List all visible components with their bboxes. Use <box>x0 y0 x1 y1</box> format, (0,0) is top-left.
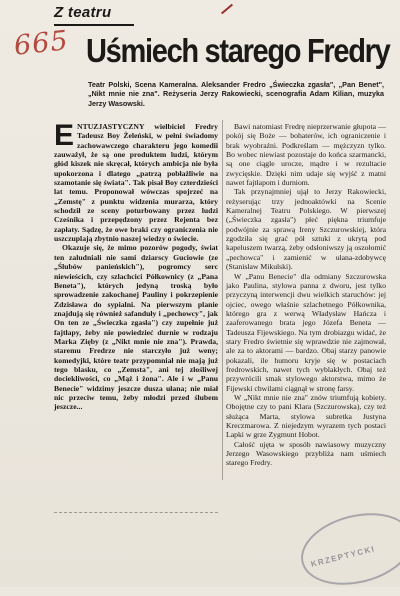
pen-mark <box>221 4 233 15</box>
column-divider <box>222 120 223 480</box>
paragraph: Tak przynajmniej ujął to Jerzy Rakowiecki, reżyserując trzy jednoaktówki na Scenie Kameralnej Teatru Polskiego. W pierwszej („Świeczka zgasła") płeć piękna triumfuje podwójnie za sprawą Ireny Szczurowskiej, która zgodziła się grać pół sztuki z ukrytą pod kapeluszem twarzą, żeby odsłoniwszy ją oszołomić „pechowca" i zamienić w ułana-zdobywcę (Stanisław Mikulski). <box>226 187 386 272</box>
section-rubric: Z teatru <box>54 4 112 21</box>
paragraph: W „Nikt mnie nie zna" znów triumfują kobiety. Obojętne czy to pani Klara (Szczurowska), czy też służąca Marta, stylowa subretka Justyna Kreczmarowa. Z niejedzym wyrazem tych postaci Lapki w grze Zygmunt Hobot. <box>226 392 386 440</box>
paragraph: W „Panu Benecie" dla odmiany Szczurowska jako Paulina, stylowa panna z dworu, jest tylko przyczyną interwencji dwu wielkich staruchów: jej ojciec, owego właśnie szlachetnego Półkownika, którego gra z werwą Władysław Hańcza i zaaferowanego brata jego Józefa Beneta — Tadeusza Fijewskiego. Na tym drobiazgu widać, że stary Fredro świetnie się wprawdzie nie zajmował, ale za to aktorami — bardzo. Obaj starzy panowie pokazali, ile humoru kryje się w postaciach fredrowskich, nawet tych wyblakłych. Obaj też przywrócili smak stylowego aktorstwa, mimo że Fijewski chwilami ciągnął w stronę farsy. <box>226 271 386 393</box>
clipping-edge <box>54 512 218 519</box>
library-stamp <box>293 502 400 596</box>
paragraph: Bawi natomiast Fredrę nieprzerwanie głupota — pokój się Boże — bohaterów, ich ograniczenie i brak wyobraźni. Podkreślam — mężczyzn tylko. Bo wobec niewiast pozostaje do końca szarmancki, są one ciągle urocze, mądre i w rezultacie zwycięskie. Dzięki nim udaje się wyjść z matni nawet fajtłapom i durniom. <box>226 122 386 188</box>
stamp-text: KRZEPTYCKI <box>309 544 377 569</box>
article-column-left <box>54 119 218 412</box>
handwritten-number: 665 <box>12 25 71 62</box>
paragraph: Okazuje się, że mimo pozorów pogody, świat ten zaludniali nie sami dziarscy Guciowie (ze „Ślubów panieńskich"), pogromcy serc niewieścich, czy szlachcici Półkownicy (z „Pana Beneta"), których jedyną troską było sprowadzenie zakochanej Pauliny i pokrzepienie Zdzisława do sypialni. Na pierwszym planie znajdują się również safanduły i „pechowcy", jak On ten ze „Świeczka zgasła") czy zupełnie już fajtłapy, żeby nie powiedzieć durnie w rodzaju Marka Zięby (z „Nikt mnie nie zna"). Prawda, staremu Fredrze nie starczyło już weny; komedyjki, które teatr przypomniał nie mają już tego blasku, co „Zemsta", ani tej złośliwej dociekliwości, co „Mąż i żona". Ale i w „Panu Benecie" widzimy jeszcze dusza ułana; nie miał nic przeciw temu, żeby młodzi przed ślubem jeszcze... <box>54 243 218 412</box>
article-headline: Uśmiech starego Fredry <box>86 32 390 69</box>
paragraph: ENTUZJASTYCZNY wielbiciel Fredry Tadeusz Boy Żeleński, w pełni świadomy zachowawczego charakteru jego komedii zauważył, że są one produktem ludzi, którym głód kiszek nie skręcał, których ambicja nie była upokorzona i dlatego „patrzą pobłażliwie na szamotanie się świata". Tak pisał Boy czterdzieści lat temu. Proponował wówczas spojrzeć na „Zemstę" z punktu widzenia murarza, który schodził ze sceny poturbowany przez ludzi Cześnika i przepędzony przez Rejenta bez zapłaty. Sądzę, że owe braki czy ograniczenia nie uszczuplają zbytnio naszej wiedzy o świecie. <box>54 119 218 244</box>
article-column-right <box>226 122 386 468</box>
production-credits: Teatr Polski, Scena Kameralna. Aleksander Fredro „Świeczka zgasła", „Pan Benet", „Nikt mnie nie zna". Reżyseria Jerzy Rakowiecki, scenografia Adam Kilian, muzyka Jerzy Wasowski. <box>88 80 384 108</box>
paragraph: Całość ujęta w sposób nawiasowy muzyczny Jerzego Wasowskiego przybliża nam uśmiech starego Fredry. <box>226 439 386 468</box>
drop-cap: E <box>54 119 75 152</box>
